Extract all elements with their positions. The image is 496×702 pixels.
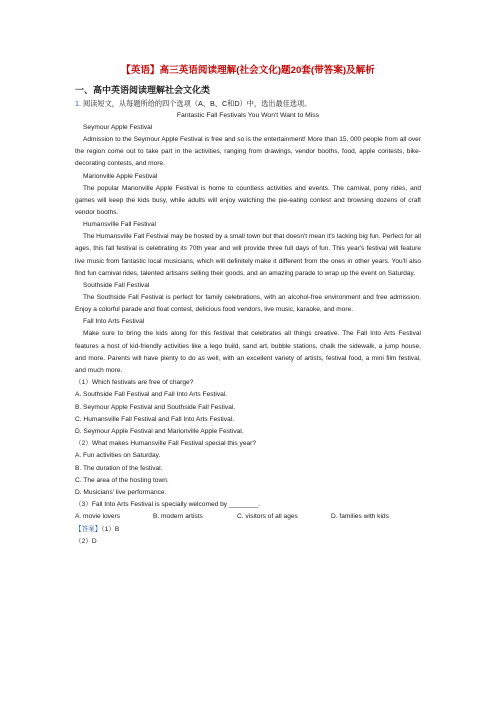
answer-tag: 【答案】 [75,525,102,533]
answer-option: D. Seymour Apple Festival and Marionville Apple Festival. [75,428,244,436]
answer-option: C. visitors of all ages [237,513,298,521]
answer-option: B. Seymour Apple Festival and Southside Fall Festival. [75,403,236,411]
festival-heading: Marionville Apple Festival [83,172,158,180]
passage-title: Fantastic Fall Festivals You Won't Want to Miss [176,112,320,119]
question-number: 1. [75,99,81,108]
instruction-text: 阅读短文，从每题所给的四个选项（A、B、C和D）中，选出最佳选项。 [83,99,312,108]
answer-option: B. modern artists [153,513,203,521]
festival-paragraph: The popular Marionville Apple Festival is home to countless activities and events. The carnival, pony rides, and games will keep the kids busy, while adults will enjoy watching the pie-eating contest and browsing dozens of craft vendor booths. [75,184,421,217]
answer-line [75,524,421,536]
festival-heading: Fall Into Arts Festival [83,318,145,326]
festival-heading: Seymour Apple Festival [83,124,153,131]
answer-value: （1）B [101,525,120,533]
question-stem: （2）What makes Humansville Fall Festival special this year? [75,440,257,448]
answer-option: D. Musicians' live performance. [75,489,167,497]
festival-heading: Southside Fall Festival [83,282,150,290]
festival-heading: Humansville Fall Festival [83,221,156,229]
question-stem: （3）Fall Into Arts Festival is specially welcomed by ________. [75,501,261,509]
answer-option: C. The area of the hosting town. [75,476,169,484]
answer-option: D. families with kids [331,513,389,521]
answer-option: A. Southside Fall Festival and Fall Into Arts Festival. [75,391,228,399]
festival-paragraph: The Humansville Fall Festival may be hosted by a small town but that doesn't mean it's lacking big fun. Perfect for all ages, this fall festival is celebrating its 70th year and will provide three full days of fun. This year's festival will feature live music from fantastic local musicians, which will definitely make it different from the ones in other years. You'll also find fun carnival rides, talented artisans selling their goods, and an amazing parade to wrap up the event on Saturday. [75,233,421,277]
section-heading: 一、高中英语阅读理解社会文化类 [75,85,211,95]
answer-options-row [75,511,421,523]
question-stem: （1）Which festivals are free of charge? [75,379,194,387]
festival-paragraph: Admission to the Seymour Apple Festival is free and so is the entertainment! More than 15, 000 people from all over the region come out to take part in the activities, ranging from drawings, vendor booths, food, apple contests, bike-decorating contests, and more. [75,136,421,168]
festival-paragraph: Make sure to bring the kids along for this festival that celebrates all things creative. The Fall Into Arts Festival features a host of kid-friendly activities like a lego build, sand art, bubble stations, chalk the sidewalk, a jump house, and more. Parents will have plenty to do as well, with an excellent variety of artists, festival food, a mini film festival, and much more. [75,330,421,375]
answer-option: C. Humansville Fall Festival and Fall Into Arts Festival. [75,415,235,423]
answer-option: A. Fun activities on Saturday. [75,452,161,460]
document-title: 【英语】高三英语阅读理解(社会文化)题20套(带答案)及解析 [121,65,375,76]
festival-paragraph: The Southside Fall Festival is perfect for family celebrations, with an alcohol-free environment and free admission. Enjoy a colorful parade and float contest, delicious food vendors, live music, karaoke, and more. [75,294,421,314]
question-instruction [75,98,421,110]
answer-value: （2）D [75,537,97,545]
document-body [75,84,421,548]
answer-option: B. The duration of the festival. [75,464,163,472]
answer-option: A. movie lovers [75,513,121,521]
